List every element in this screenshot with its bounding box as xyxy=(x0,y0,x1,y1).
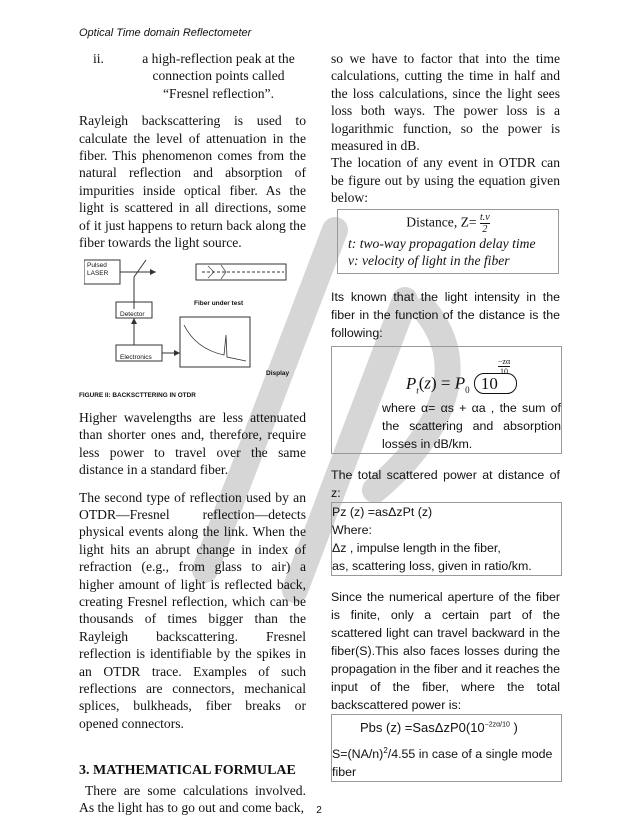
intensity-formula: $P_t(z) = P_0$ 10 $^{\frac{-z\alpha}{10}}$ xyxy=(332,347,561,398)
otdr-diagram xyxy=(84,257,299,377)
pz-formula: Pz (z) =asΔzPt (z) xyxy=(332,504,433,519)
paragraph: so we have to factor that into the time calculations, cutting the time in half and the loss calculations, since the light sees loss both ways. The power loss is a logarithmic function, so the power is measured in dB. xyxy=(331,51,560,154)
list-item xyxy=(79,50,306,102)
as-definition: as, scattering loss, given in ratio/km. xyxy=(332,558,532,573)
where-alpha-text: where α= αs + αa , the sum of the scattering and absorption losses in dB/km. xyxy=(382,400,561,451)
running-header: Optical Time domain Reflectometer xyxy=(79,27,252,39)
equation-v: v: velocity of light in the fiber xyxy=(348,253,510,269)
equation-t: t: two-way propagation delay time xyxy=(348,235,536,251)
list-text: a high-reflection peak at the connection points called “Fresnel reflection”. xyxy=(142,51,295,101)
paragraph: Rayleigh backscattering is used to calculate the level of attenuation in the fiber. This phenomenon comes from the natural reflection and absorption of impurities inside optical fiber. As the light is scattered in all directions, some of it just happens to return back along the fiber towards the light source. xyxy=(79,113,306,251)
pbs-formula: Pbs $(z) =Sas\Delta zP0(10^{-2z\alpha/10}$ ) xyxy=(360,719,518,735)
dz-definition: Δz , impulse length in the fiber, xyxy=(332,540,501,555)
figure-caption: FIGURE II: BACKSCTTERING IN OTDR xyxy=(79,392,196,400)
paragraph: Higher wavelengths are less attenuated than shorter ones and, therefore, require less power to travel over the same distance in a standard fiber. xyxy=(79,409,306,478)
scattered-power-box xyxy=(331,502,562,576)
section-heading: 3. MATHEMATICAL FORMULAE xyxy=(79,763,296,779)
detector-label: Detector xyxy=(120,311,145,319)
pulsed-laser-label: Pulsed LASER xyxy=(87,262,109,278)
where-label: Where: xyxy=(332,522,372,537)
right-column xyxy=(331,50,560,782)
s-formula: $S=(NA/n)^2/4.55$ in case of a single mode fiber xyxy=(332,745,553,779)
backscatter-formula-box xyxy=(331,714,562,782)
electronics-label: Electronics xyxy=(120,354,152,362)
paragraph: Its known that the light intensity in the fiber in the function of the distance is the following: xyxy=(331,290,560,341)
paragraph: The second type of reflection used by an OTDR—Fresnel reflection—detects physical events along the link. When the light hits an abrupt change in index of refraction (e.g., from glass to air) a higher amount of light is reflected back, creating Fresnel reflection, which can be thousands of times bigger than the Rayleigh backscattering. Fresnel reflection is identifiable by the spikes in an OTDR trace. Examples of such reflections are connectors, mechanical splices, bulkheads, fiber breaks or opened connectors. xyxy=(79,489,306,731)
paragraph: Since the numerical aperture of the fiber is finite, only a certain part of the scattered light can travel backward in the fiber(S).This also faces losses during the propagation in the fiber and it reaches the input of the fiber, where the total backscattered power is: xyxy=(331,589,560,712)
page-number: 2 xyxy=(316,805,322,816)
paragraph: The total scattered power at distance of z: xyxy=(331,467,560,500)
distance-equation: Distance, Z= $\frac{t.v}{2}$ xyxy=(406,211,490,235)
paragraph: The location of any event in OTDR can be figure out by using the equation given below: xyxy=(331,155,560,206)
left-column xyxy=(79,50,306,816)
paragraph: There are some calculations involved. As the light has to go out and come back, xyxy=(79,782,306,815)
intensity-formula-box xyxy=(331,346,562,453)
fiber-label: Fiber under test xyxy=(194,300,244,308)
list-number: ii. xyxy=(93,51,104,66)
display-label: Display xyxy=(266,370,290,378)
distance-equation-box xyxy=(337,209,559,275)
